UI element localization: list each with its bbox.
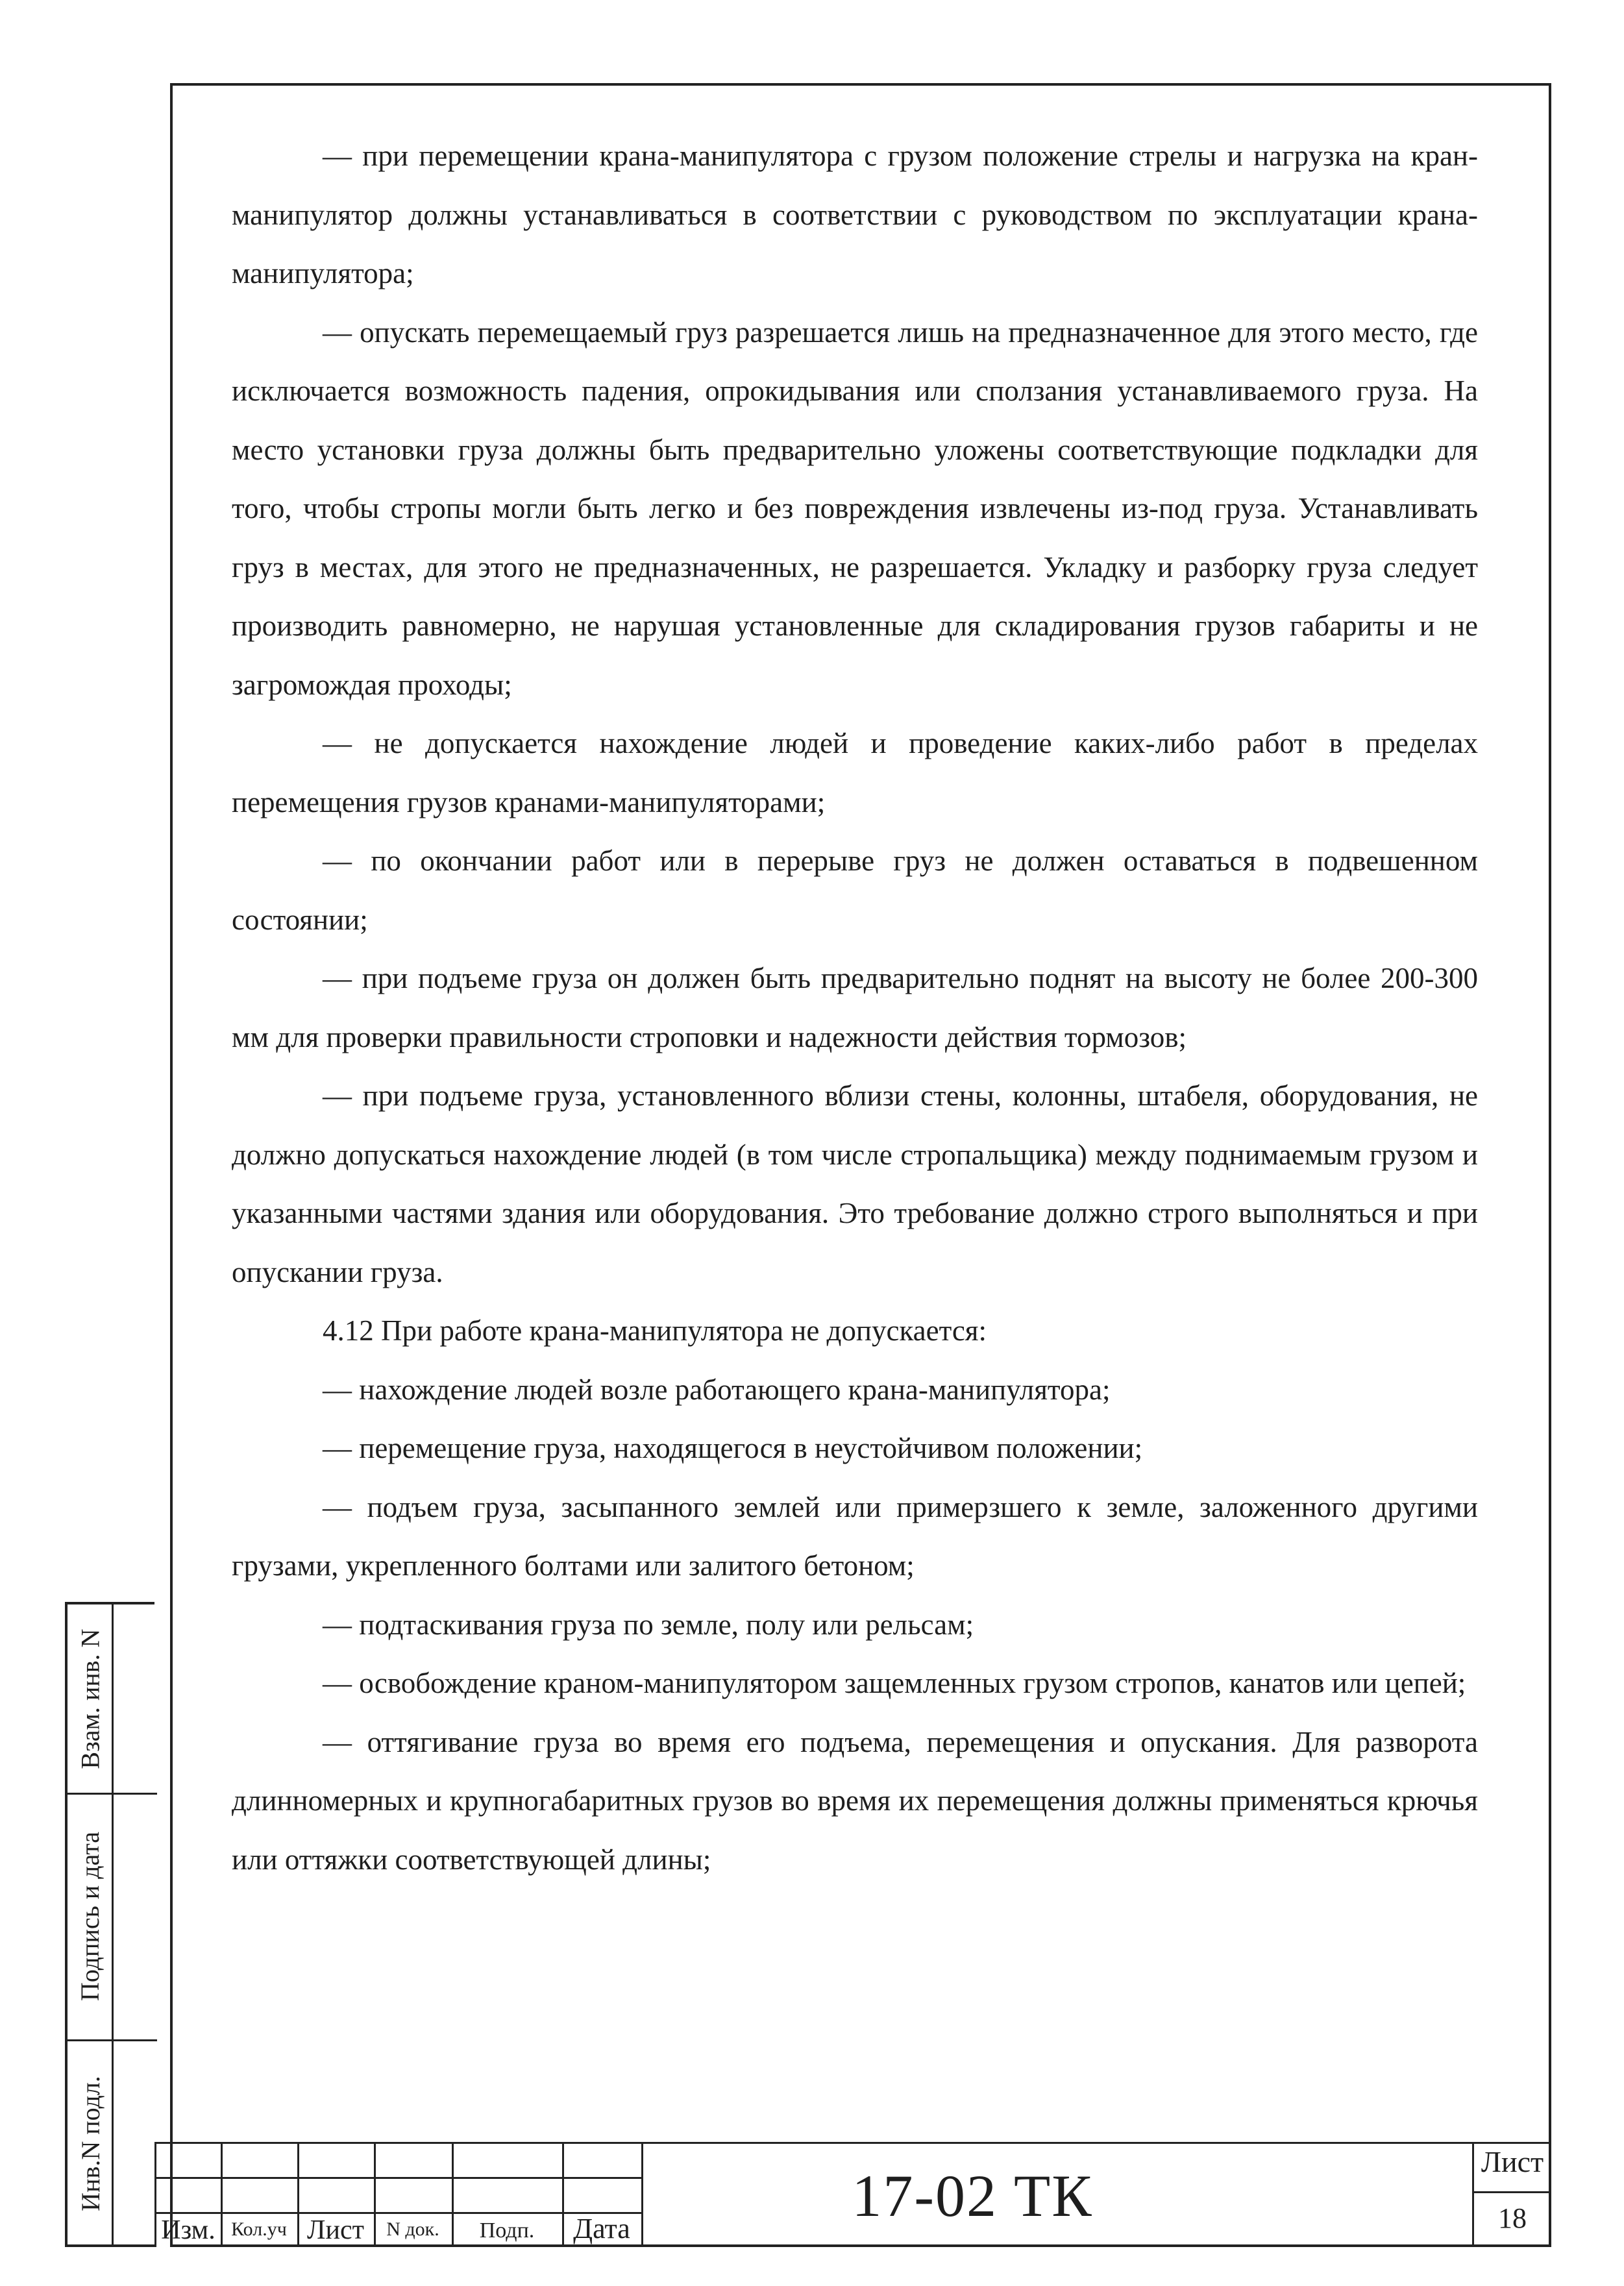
col-label-kol-uch: Кол.уч xyxy=(231,2218,287,2240)
list-item: — подтаскивания груза по земле, полу или рельсам; xyxy=(323,1608,974,1641)
paragraph: — опускать перемещаемый груз разрешается лишь на предназначенное для этого место, где исключается возможность падения, опрокидывания или сползания устанавливаемого груза. На место установки груза должны быть предварительно уложены соответствующие подкладки для того, чтобы стропы могли быть легко и без повреждения извлечены из-под груза. Устанавливать груз в местах, для этого не предназначенных, не разрешается. Укладку и разборку груза следует производить равномерно, не нарушая установленные для складирования грузов габариты и не загромождая проходы; xyxy=(232,315,1478,701)
list-item: — подъем груза, засыпанного землей или примерзшего к земле, заложенного другими грузами, укрепленного болтами или залитого бетоном; xyxy=(232,1490,1478,1582)
list-item: — оттягивание груза во время его подъема, перемещения и опускания. Для разворота длинномерных и крупногабаритных грузов во время их перемещения должны применяться крючья или оттяжки соответствующей длины; xyxy=(232,1725,1478,1876)
sheet-label: Лист xyxy=(1481,2145,1544,2178)
section-heading: 4.12 При работе крана-манипулятора не допускается: xyxy=(323,1314,987,1347)
col-label-izm: Изм. xyxy=(161,2215,215,2245)
paragraph: — по окончании работ или в перерыве груз не должен оставаться в подвешенном состоянии; xyxy=(232,844,1478,936)
paragraph: — при перемещении крана-манипулятора с грузом положение стрелы и нагрузка на кран-манипулятор должны устанавливаться в соответствии с руководством по эксплуатации крана-манипулятора; xyxy=(232,140,1478,289)
col-label-data: Дата xyxy=(573,2213,630,2244)
col-label-list: Лист xyxy=(307,2215,364,2245)
col-label-n-dok: N док. xyxy=(386,2218,439,2240)
title-block xyxy=(154,2142,1551,2247)
paragraph: — при подъеме груза он должен быть предварительно поднят на высоту не более 200-300 мм для проверки правильности строповки и надежности действия тормозов; xyxy=(232,962,1478,1053)
list-item: — освобождение краном-манипулятором защемленных грузом стропов, канатов или цепей; xyxy=(323,1667,1466,1699)
sheet-number: 18 xyxy=(1498,2202,1527,2234)
paragraph: — не допускается нахождение людей и проведение каких-либо работ в пределах перемещения грузов кранами-манипуляторами; xyxy=(232,727,1478,818)
side-label-vzam-inv: Взам. инв. N xyxy=(75,1628,105,1769)
list-item: — нахождение людей возле работающего крана-манипулятора; xyxy=(323,1373,1111,1406)
document-body xyxy=(232,127,1478,1889)
list-item: — перемещение груза, находящегося в неустойчивом положении; xyxy=(323,1432,1143,1464)
document-code: 17-02 ТК xyxy=(852,2163,1093,2229)
side-label-podpis-data: Подпись и дата xyxy=(75,1831,105,2001)
side-label-inv-podl: Инв.N подл. xyxy=(75,2075,105,2211)
paragraph: — при подъеме груза, установленного вблизи стены, колонны, штабеля, оборудования, не должно допускаться нахождение людей (в том числе стропальщика) между поднимаемым грузом и указанными частями здания или оборудования. Это требование должно строго выполняться и при опускании груза. xyxy=(232,1079,1478,1288)
col-label-podp: Подп. xyxy=(479,2218,535,2243)
side-stamp xyxy=(65,1602,154,2247)
